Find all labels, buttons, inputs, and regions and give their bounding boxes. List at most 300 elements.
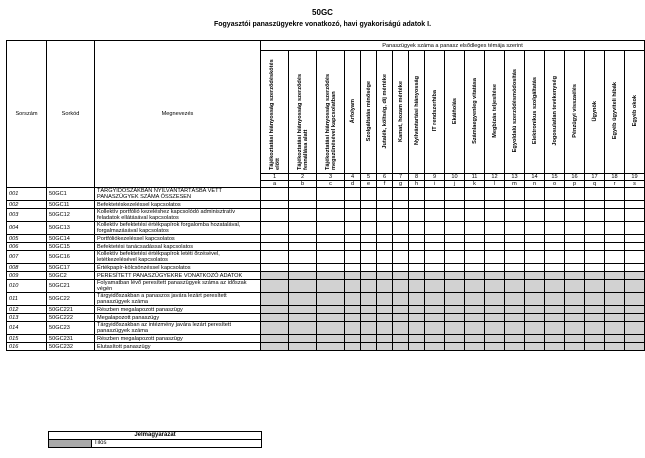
- column-header-label: Ügynök: [591, 100, 598, 122]
- data-cell[interactable]: [393, 264, 409, 272]
- data-cell[interactable]: [345, 243, 361, 251]
- column-number: 6: [377, 174, 393, 181]
- row-sorszam: 010: [7, 280, 47, 293]
- data-cell: [317, 306, 345, 314]
- data-cell: [525, 293, 545, 306]
- data-cell: [485, 272, 505, 280]
- data-cell[interactable]: [605, 235, 625, 243]
- data-cell[interactable]: [409, 264, 425, 272]
- row-sorszam: 001: [7, 188, 47, 201]
- column-number: 17: [585, 174, 605, 181]
- row-sorszam: 004: [7, 222, 47, 235]
- data-cell: [289, 280, 317, 293]
- data-cell[interactable]: [393, 251, 409, 264]
- data-cell[interactable]: [465, 188, 485, 201]
- data-cell: [485, 314, 505, 322]
- data-cell[interactable]: [605, 209, 625, 222]
- data-cell[interactable]: [485, 188, 505, 201]
- data-cell: [393, 335, 409, 343]
- data-cell[interactable]: [585, 201, 605, 209]
- column-header: [261, 51, 289, 174]
- row-sorszam: 013: [7, 314, 47, 322]
- data-cell[interactable]: [425, 251, 445, 264]
- data-cell: [425, 272, 445, 280]
- data-cell: [393, 293, 409, 306]
- data-cell: [565, 322, 585, 335]
- data-cell[interactable]: [361, 251, 377, 264]
- data-cell: [445, 335, 465, 343]
- data-cell[interactable]: [289, 188, 317, 201]
- row-sorkod: 50GC12: [47, 209, 95, 222]
- data-cell[interactable]: [465, 201, 485, 209]
- data-cell[interactable]: [505, 201, 525, 209]
- data-cell[interactable]: [565, 235, 585, 243]
- data-cell: [345, 314, 361, 322]
- data-cell[interactable]: [289, 264, 317, 272]
- data-cell: [605, 306, 625, 314]
- data-cell: [465, 306, 485, 314]
- data-cell: [545, 335, 565, 343]
- data-cell[interactable]: [317, 251, 345, 264]
- row-megnevezes: Kollektív portfólió kezeléshez kapcsolódó adminisztratív feladatok ellátásával kapcsolatos: [95, 209, 261, 222]
- data-cell[interactable]: [425, 209, 445, 222]
- row-megnevezes: Tárgyidőszakban a panaszos javára lezárt peresített panaszügyek száma: [95, 293, 261, 306]
- data-cell[interactable]: [409, 251, 425, 264]
- data-cell: [525, 280, 545, 293]
- column-letter: k: [465, 181, 485, 188]
- data-cell[interactable]: [465, 222, 485, 235]
- data-cell[interactable]: [393, 188, 409, 201]
- column-number: 15: [545, 174, 565, 181]
- column-header-label: Számlaegyenleg vitatása: [471, 78, 478, 144]
- data-cell[interactable]: [505, 243, 525, 251]
- data-cell[interactable]: [565, 264, 585, 272]
- data-cell[interactable]: [445, 188, 465, 201]
- data-cell[interactable]: [585, 251, 605, 264]
- data-cell: [585, 306, 605, 314]
- data-cell[interactable]: [545, 188, 565, 201]
- data-cell[interactable]: [625, 201, 645, 209]
- data-cell[interactable]: [361, 201, 377, 209]
- data-cell[interactable]: [409, 201, 425, 209]
- data-cell[interactable]: [445, 209, 465, 222]
- data-cell[interactable]: [485, 235, 505, 243]
- data-cell[interactable]: [545, 235, 565, 243]
- row-sorszam: 016: [7, 343, 47, 351]
- data-cell: [545, 272, 565, 280]
- column-letter: h: [409, 181, 425, 188]
- data-cell[interactable]: [565, 209, 585, 222]
- data-cell[interactable]: [361, 235, 377, 243]
- row-megnevezes: Részben megalapozott panaszügy: [95, 306, 261, 314]
- data-cell[interactable]: [317, 201, 345, 209]
- data-cell[interactable]: [465, 264, 485, 272]
- data-cell: [409, 343, 425, 351]
- data-cell[interactable]: [261, 264, 289, 272]
- legend-swatch: [49, 440, 92, 448]
- data-cell[interactable]: [289, 209, 317, 222]
- row-sorkod: 50GC1: [47, 188, 95, 201]
- data-cell[interactable]: [465, 209, 485, 222]
- data-cell[interactable]: [525, 235, 545, 243]
- data-cell[interactable]: [485, 264, 505, 272]
- data-cell: [345, 272, 361, 280]
- table-row: [7, 251, 645, 264]
- data-cell[interactable]: [545, 201, 565, 209]
- data-cell: [361, 293, 377, 306]
- data-cell[interactable]: [361, 222, 377, 235]
- data-cell[interactable]: [525, 201, 545, 209]
- table-row: [7, 222, 645, 235]
- column-number: 11: [465, 174, 485, 181]
- data-cell[interactable]: [409, 222, 425, 235]
- data-cell: [585, 335, 605, 343]
- data-cell[interactable]: [425, 201, 445, 209]
- column-letter: b: [289, 181, 317, 188]
- data-cell: [585, 322, 605, 335]
- data-cell: [465, 343, 485, 351]
- data-cell: [409, 322, 425, 335]
- data-cell[interactable]: [625, 188, 645, 201]
- data-cell[interactable]: [289, 201, 317, 209]
- data-cell[interactable]: [585, 243, 605, 251]
- data-cell[interactable]: [445, 235, 465, 243]
- data-cell[interactable]: [445, 222, 465, 235]
- data-cell: [485, 322, 505, 335]
- data-cell: [605, 272, 625, 280]
- data-cell[interactable]: [525, 243, 545, 251]
- data-cell[interactable]: [605, 188, 625, 201]
- table-row: [7, 243, 645, 251]
- data-cell[interactable]: [545, 209, 565, 222]
- column-header-label: Tájékoztatási hiányosság szerződéskötés előtt: [268, 59, 281, 170]
- data-cell: [545, 280, 565, 293]
- column-header-label: Kamat, hozam mértéke: [397, 80, 404, 142]
- data-cell[interactable]: [425, 188, 445, 201]
- data-cell[interactable]: [545, 243, 565, 251]
- column-header-label: Nyilvántartási hiányosság: [413, 76, 420, 146]
- data-cell[interactable]: [525, 222, 545, 235]
- data-cell[interactable]: [625, 264, 645, 272]
- column-number: 2: [289, 174, 317, 181]
- data-cell: [445, 322, 465, 335]
- data-cell[interactable]: [409, 209, 425, 222]
- data-cell: [317, 343, 345, 351]
- data-cell: [545, 293, 565, 306]
- data-cell: [261, 343, 289, 351]
- data-cell[interactable]: [565, 251, 585, 264]
- data-cell[interactable]: [605, 251, 625, 264]
- row-sorkod: 50GC222: [47, 314, 95, 322]
- data-cell[interactable]: [485, 243, 505, 251]
- column-number: 3: [317, 174, 345, 181]
- data-cell[interactable]: [565, 188, 585, 201]
- data-cell: [377, 335, 393, 343]
- data-cell[interactable]: [261, 243, 289, 251]
- data-cell[interactable]: [425, 264, 445, 272]
- column-header: [485, 51, 505, 174]
- data-cell: [605, 335, 625, 343]
- data-cell[interactable]: [445, 201, 465, 209]
- data-cell: [565, 335, 585, 343]
- data-cell[interactable]: [505, 209, 525, 222]
- data-cell[interactable]: [289, 251, 317, 264]
- data-cell[interactable]: [465, 251, 485, 264]
- data-cell[interactable]: [317, 235, 345, 243]
- row-sorkod: 50GC23: [47, 322, 95, 335]
- data-cell[interactable]: [485, 209, 505, 222]
- column-header-label: Tájékoztatási hiányosság szerződés fennállása alatt: [296, 73, 309, 170]
- data-cell[interactable]: [625, 243, 645, 251]
- column-number: 19: [625, 174, 645, 181]
- data-cell[interactable]: [545, 222, 565, 235]
- data-cell: [345, 293, 361, 306]
- data-cell: [505, 322, 525, 335]
- data-cell[interactable]: [565, 222, 585, 235]
- data-cell[interactable]: [625, 251, 645, 264]
- column-letter: r: [605, 181, 625, 188]
- data-cell: [261, 306, 289, 314]
- column-letter: l: [485, 181, 505, 188]
- data-cell[interactable]: [625, 235, 645, 243]
- data-cell[interactable]: [261, 235, 289, 243]
- data-cell[interactable]: [425, 235, 445, 243]
- data-cell[interactable]: [261, 222, 289, 235]
- data-cell: [289, 293, 317, 306]
- data-cell: [393, 343, 409, 351]
- data-cell[interactable]: [345, 209, 361, 222]
- table-row: [7, 306, 645, 314]
- row-megnevezes: Befektetéskezeléssel kapcsolatos: [95, 201, 261, 209]
- column-letter: p: [565, 181, 585, 188]
- row-megnevezes: Befektetési tanácsadással kapcsolatos: [95, 243, 261, 251]
- data-cell[interactable]: [505, 188, 525, 201]
- data-cell[interactable]: [409, 235, 425, 243]
- data-cell[interactable]: [377, 235, 393, 243]
- data-cell[interactable]: [377, 264, 393, 272]
- row-megnevezes: Értékpapír-kölcsönzéssel kapcsolatos: [95, 264, 261, 272]
- column-header-label: Elektronikus szolgáltatás: [531, 77, 538, 145]
- data-cell[interactable]: [345, 264, 361, 272]
- data-cell[interactable]: [605, 201, 625, 209]
- data-cell: [261, 280, 289, 293]
- column-header: [545, 51, 565, 174]
- data-cell[interactable]: [361, 243, 377, 251]
- data-cell: [361, 322, 377, 335]
- row-megnevezes: Kollektív befektetési értékpapírok letéti őrzésével, letétkezelésével kapcsolatos: [95, 251, 261, 264]
- data-cell[interactable]: [261, 251, 289, 264]
- data-cell: [393, 272, 409, 280]
- column-letter: i: [425, 181, 445, 188]
- column-header: [425, 51, 445, 174]
- data-cell: [345, 343, 361, 351]
- data-cell[interactable]: [393, 201, 409, 209]
- data-cell[interactable]: [585, 235, 605, 243]
- data-cell: [409, 314, 425, 322]
- data-cell[interactable]: [525, 251, 545, 264]
- data-cell[interactable]: [505, 251, 525, 264]
- data-cell[interactable]: [585, 264, 605, 272]
- column-header: [585, 51, 605, 174]
- data-cell: [585, 343, 605, 351]
- legend-item-label: Tilos: [92, 440, 262, 448]
- data-cell[interactable]: [317, 209, 345, 222]
- header-sorszam: Sorszám: [7, 41, 47, 188]
- data-cell[interactable]: [625, 222, 645, 235]
- data-cell: [317, 322, 345, 335]
- data-cell: [625, 272, 645, 280]
- data-cell: [445, 293, 465, 306]
- data-cell: [317, 280, 345, 293]
- data-cell: [393, 306, 409, 314]
- data-cell: [289, 306, 317, 314]
- data-cell: [605, 280, 625, 293]
- data-cell[interactable]: [585, 222, 605, 235]
- data-cell[interactable]: [377, 209, 393, 222]
- data-cell: [605, 293, 625, 306]
- data-cell[interactable]: [545, 264, 565, 272]
- table-row: [7, 201, 645, 209]
- data-cell[interactable]: [345, 235, 361, 243]
- data-cell[interactable]: [425, 243, 445, 251]
- data-cell: [585, 314, 605, 322]
- column-letter: n: [525, 181, 545, 188]
- column-number: 18: [605, 174, 625, 181]
- data-cell[interactable]: [345, 188, 361, 201]
- data-cell[interactable]: [261, 188, 289, 201]
- data-cell[interactable]: [361, 264, 377, 272]
- data-cell[interactable]: [361, 209, 377, 222]
- row-sorkod: 50GC15: [47, 243, 95, 251]
- data-cell: [525, 306, 545, 314]
- data-cell[interactable]: [345, 201, 361, 209]
- data-cell[interactable]: [485, 201, 505, 209]
- header-megnevezes: Megnevezés: [95, 41, 261, 188]
- data-cell[interactable]: [505, 222, 525, 235]
- column-header-label: Jogosulatlan tevékenység: [551, 76, 558, 146]
- column-header: [565, 51, 585, 174]
- data-cell[interactable]: [261, 209, 289, 222]
- row-sorszam: 012: [7, 306, 47, 314]
- column-header-label: Egyéb ügyviteli hibák: [611, 82, 618, 140]
- column-header: [361, 51, 377, 174]
- data-cell[interactable]: [393, 209, 409, 222]
- row-sorkod: 50GC16: [47, 251, 95, 264]
- data-cell[interactable]: [317, 222, 345, 235]
- data-cell[interactable]: [465, 243, 485, 251]
- data-cell: [289, 272, 317, 280]
- data-cell: [485, 306, 505, 314]
- data-cell[interactable]: [485, 222, 505, 235]
- table-row: [7, 343, 645, 351]
- data-cell[interactable]: [485, 251, 505, 264]
- data-cell[interactable]: [625, 209, 645, 222]
- data-cell[interactable]: [605, 264, 625, 272]
- data-cell: [505, 343, 525, 351]
- data-cell[interactable]: [605, 243, 625, 251]
- data-cell[interactable]: [505, 235, 525, 243]
- data-cell[interactable]: [377, 188, 393, 201]
- data-cell[interactable]: [317, 264, 345, 272]
- column-header: [345, 51, 361, 174]
- column-header: [393, 51, 409, 174]
- data-cell: [485, 293, 505, 306]
- data-cell: [361, 306, 377, 314]
- column-number: 10: [445, 174, 465, 181]
- data-cell: [465, 314, 485, 322]
- data-cell: [565, 272, 585, 280]
- data-cell[interactable]: [261, 201, 289, 209]
- form-subtitle: Fogyasztói panaszügyekre vonatkozó, havi gyakoriságú adatok I.: [213, 21, 432, 28]
- data-cell[interactable]: [377, 201, 393, 209]
- data-cell[interactable]: [393, 243, 409, 251]
- data-cell[interactable]: [605, 222, 625, 235]
- data-cell[interactable]: [377, 251, 393, 264]
- data-cell: [345, 322, 361, 335]
- data-cell[interactable]: [377, 243, 393, 251]
- data-cell: [377, 306, 393, 314]
- data-cell[interactable]: [317, 243, 345, 251]
- row-sorkod: 50GC21: [47, 280, 95, 293]
- header-topic: Panaszügyek száma a panasz elsődleges témája szerint: [261, 41, 645, 51]
- data-cell[interactable]: [565, 243, 585, 251]
- column-letter: c: [317, 181, 345, 188]
- data-cell[interactable]: [525, 264, 545, 272]
- data-cell[interactable]: [565, 201, 585, 209]
- data-cell[interactable]: [409, 188, 425, 201]
- data-cell[interactable]: [585, 188, 605, 201]
- data-cell[interactable]: [585, 209, 605, 222]
- data-cell[interactable]: [289, 222, 317, 235]
- data-cell[interactable]: [345, 222, 361, 235]
- data-cell: [565, 306, 585, 314]
- data-cell[interactable]: [425, 222, 445, 235]
- data-cell[interactable]: [345, 251, 361, 264]
- data-cell[interactable]: [505, 264, 525, 272]
- data-cell[interactable]: [465, 235, 485, 243]
- data-cell[interactable]: [445, 251, 465, 264]
- row-sorszam: 002: [7, 201, 47, 209]
- data-cell: [585, 293, 605, 306]
- data-cell[interactable]: [393, 235, 409, 243]
- data-cell[interactable]: [525, 188, 545, 201]
- data-cell[interactable]: [545, 251, 565, 264]
- data-cell[interactable]: [525, 209, 545, 222]
- data-cell[interactable]: [393, 222, 409, 235]
- data-cell: [625, 280, 645, 293]
- data-cell[interactable]: [289, 243, 317, 251]
- column-number: 9: [425, 174, 445, 181]
- data-cell[interactable]: [317, 188, 345, 201]
- data-cell[interactable]: [377, 222, 393, 235]
- table-row: [7, 188, 645, 201]
- data-cell: [345, 280, 361, 293]
- data-cell[interactable]: [445, 264, 465, 272]
- data-cell: [465, 272, 485, 280]
- row-megnevezes: Portfóliókezeléssel kapcsolatos: [95, 235, 261, 243]
- data-cell: [377, 322, 393, 335]
- data-cell[interactable]: [445, 243, 465, 251]
- data-cell: [525, 314, 545, 322]
- data-cell[interactable]: [361, 188, 377, 201]
- data-cell[interactable]: [409, 243, 425, 251]
- data-cell: [505, 314, 525, 322]
- data-cell: [289, 322, 317, 335]
- row-sorkod: 50GC14: [47, 235, 95, 243]
- column-number: 16: [565, 174, 585, 181]
- data-cell[interactable]: [289, 235, 317, 243]
- data-cell: [605, 314, 625, 322]
